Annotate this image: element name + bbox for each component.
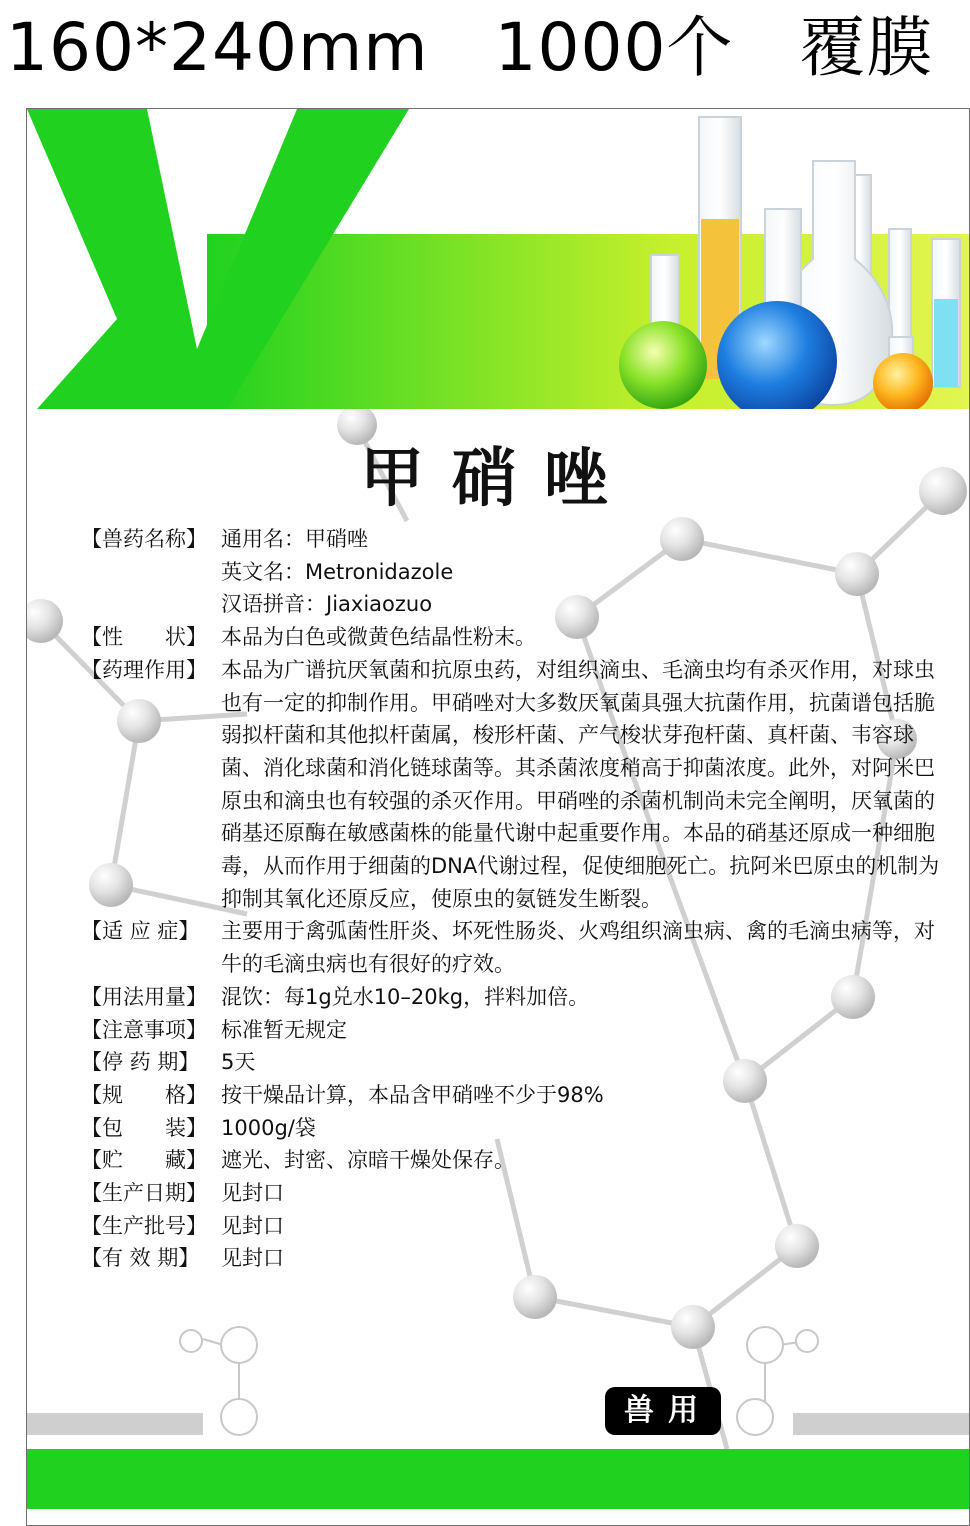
info-label: 【适 应 症】 <box>81 919 200 944</box>
info-row <box>81 1210 951 1243</box>
info-label: 【生产批号】 <box>81 1213 207 1238</box>
info-label: 【用法用量】 <box>81 984 207 1009</box>
info-value: 英文名：Metronidazole <box>221 559 454 584</box>
info-row <box>81 1079 951 1112</box>
info-value: 汉语拼音：Jiaxiaozuo <box>221 592 433 617</box>
product-title: 甲硝唑 <box>360 441 636 516</box>
info-label: 【包 装】 <box>81 1115 207 1140</box>
info-value: 见封口 <box>221 1246 284 1271</box>
info-row <box>81 523 951 556</box>
info-label: 【兽药名称】 <box>81 527 207 551</box>
info-value: 按干燥品计算，本品含甲硝唑不少于98% <box>221 1082 604 1107</box>
info-value: 通用名：甲硝唑 <box>221 527 368 551</box>
info-row <box>81 588 951 621</box>
product-info-list <box>81 523 951 1275</box>
info-value: 混饮：每1g兑水10–20kg，拌料加倍。 <box>221 984 590 1009</box>
info-label <box>81 588 221 621</box>
info-label: 【规 格】 <box>81 1082 207 1107</box>
decor-bar-left <box>27 1413 203 1435</box>
info-row <box>81 1144 951 1177</box>
info-value: 见封口 <box>221 1181 284 1206</box>
info-label: 【停 药 期】 <box>81 1050 200 1075</box>
info-label: 【有 效 期】 <box>81 1246 200 1271</box>
info-label: 【注意事项】 <box>81 1017 207 1042</box>
info-value: 见封口 <box>221 1213 284 1238</box>
info-row <box>81 1177 951 1210</box>
info-row <box>81 621 951 654</box>
info-value: 本品为广谱抗厌氧菌和抗原虫药，对组织滴虫、毛滴虫均有杀灭作用，对球虫也有一定的抑制作用。甲硝唑对大多数厌氧菌具强大抗菌作用，抗菌谱包括脆弱拟杆菌和其他拟杆菌属，梭形杆菌、产气梭状芽孢杆菌、真杆菌、韦容球菌、消化球菌和消化链球菌等。其杀菌浓度稍高于抑菌浓度。此外，对阿米巴原虫和滴虫也有较强的杀灭作用。甲硝唑的杀菌机制尚未完全阐明，厌氧菌的硝基还原酶在敏感菌株的能量代谢中起重要作用。本品的硝基还原成一种细胞毒，从而作用于细菌的DNA代谢过程，促使细胞死亡。抗阿米巴原虫的机制为抑制其氧化还原反应，使原虫的氨链发生断裂。 <box>221 657 940 911</box>
info-value: 主要用于禽弧菌性肝炎、坏死性肠炎、火鸡组织滴虫病、禽的毛滴虫病等，对牛的毛滴虫病也有很好的疗效。 <box>221 919 935 977</box>
footer-green-bar <box>27 1449 969 1509</box>
spec-text: 160*240mm 1000个 覆膜 <box>6 9 934 86</box>
info-value: 本品为白色或微黄色结晶性粉末。 <box>221 625 536 650</box>
info-value: 1000g/袋 <box>221 1115 316 1140</box>
info-row <box>81 1112 951 1145</box>
info-row <box>81 1242 951 1275</box>
spec-header <box>0 0 970 86</box>
info-label: 【贮 藏】 <box>81 1148 207 1173</box>
info-row <box>81 654 951 916</box>
info-row <box>81 556 951 589</box>
decor-bar-right <box>793 1413 969 1435</box>
info-row <box>81 915 951 980</box>
info-label <box>81 556 221 589</box>
header-banner <box>27 109 969 409</box>
info-label: 【生产日期】 <box>81 1181 207 1206</box>
info-label: 【药理作用】 <box>81 657 207 682</box>
info-row <box>81 1046 951 1079</box>
info-value: 标准暂无规定 <box>221 1017 347 1042</box>
info-row <box>81 1014 951 1047</box>
info-label: 【性 状】 <box>81 625 207 650</box>
veterinary-use-badge: 兽用 <box>605 1387 721 1435</box>
info-value: 遮光、封密、凉暗干燥处保存。 <box>221 1148 515 1173</box>
info-row <box>81 981 951 1014</box>
info-value: 5天 <box>221 1050 256 1075</box>
product-label <box>26 108 970 1526</box>
